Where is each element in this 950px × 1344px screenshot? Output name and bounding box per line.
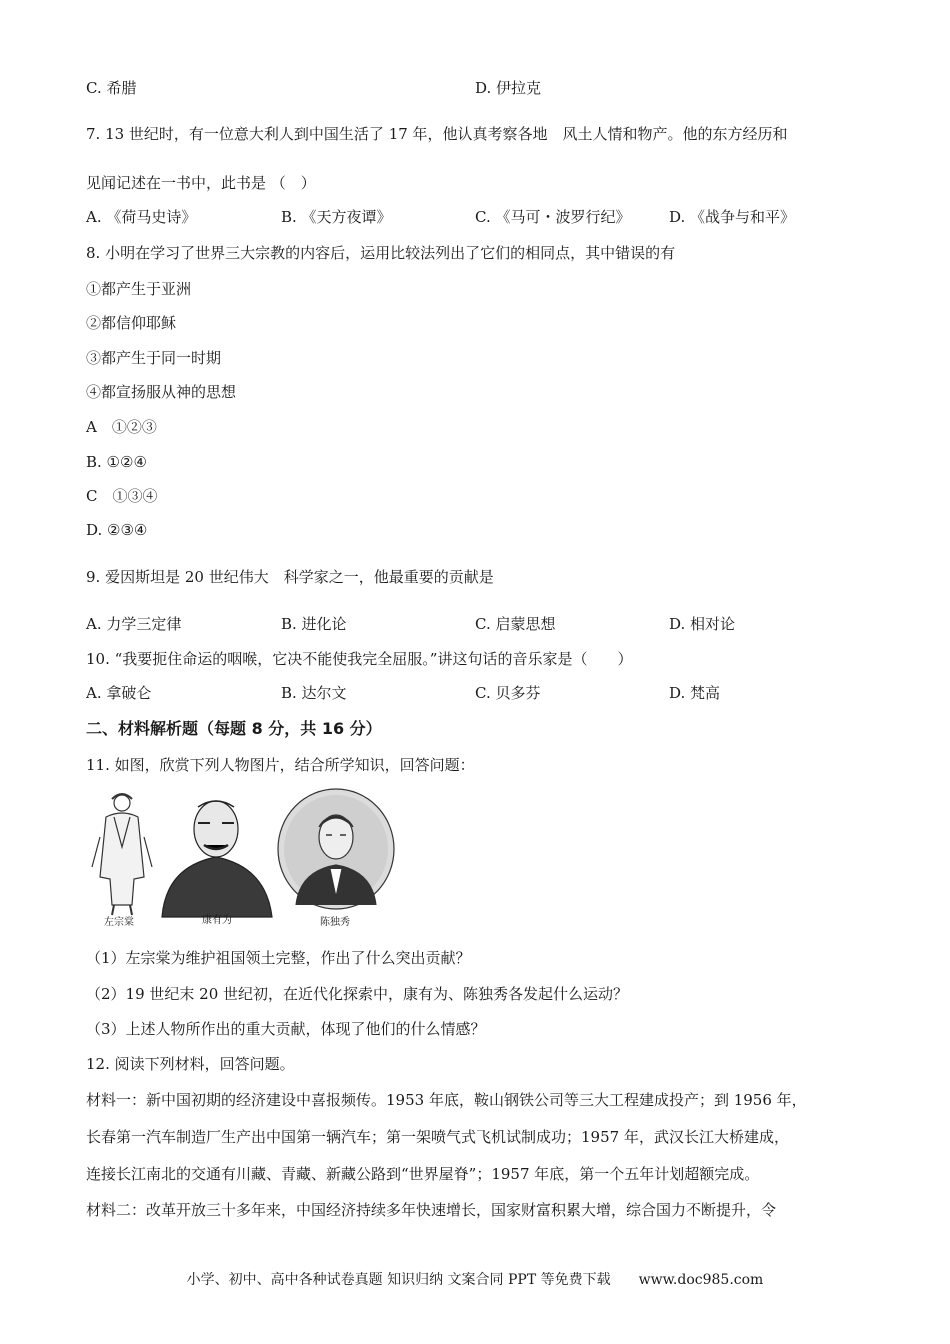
q10-option-b: B. 达尔文 [281,684,347,702]
q6-option-c: C. 希腊 [86,79,137,97]
q8-item-3: ③都产生于同一时期 [86,349,222,367]
portrait-kang-youwei [162,801,272,917]
q8-option-a: A ①②③ [86,418,157,436]
q10-option-a: A. 拿破仑 [86,684,152,702]
q8-stem: 8. 小明在学习了世界三大宗教的内容后，运用比较法列出了它们的相同点，其中错误的有 [86,244,676,262]
portraits-figure [86,787,396,927]
q7-option-a: A. 《荷马史诗》 [86,208,197,226]
q9-stem: 9. 爱因斯坦是 20 世纪伟大 科学家之一，他最重要的贡献是 [86,568,494,586]
caption-kang-youwei: 康有为 [202,915,232,926]
q8-option-d: D. ②③④ [86,521,148,539]
q7-stem-line2: 见闻记述在一书中，此书是 （ ） [86,174,316,192]
q6-option-d: D. 伊拉克 [475,79,542,97]
q12-material-line-2: 长春第一汽车制造厂生产出中国第一辆汽车；第一架喷气式飞机试制成功；1957 年，武汉长江大桥建成， [86,1128,789,1146]
q11-stem: 11. 如图，欣赏下列人物图片，结合所学知识，回答问题： [86,756,475,774]
q11-sub-1: （1）左宗棠为维护祖国领土完整，作出了什么突出贡献？ [86,949,471,967]
caption-zuo-zongtang: 左宗棠 [104,917,134,928]
portrait-zuo-zongtang [92,794,152,915]
q7-option-b: B. 《天方夜谭》 [281,208,392,226]
caption-chen-duxiu: 陈独秀 [320,917,350,928]
q9-option-b: B. 进化论 [281,615,347,633]
section-2-title: 二、材料解析题（每题 8 分，共 16 分） [86,719,382,738]
q8-item-2: ②都信仰耶稣 [86,314,177,332]
q10-stem: 10. “我要扼住命运的咽喉，它决不能使我完全屈服。”讲这句话的音乐家是（ ） [86,650,633,668]
q8-item-4: ④都宣扬服从神的思想 [86,383,237,401]
q7-option-d: D. 《战争与和平》 [669,208,796,226]
q11-sub-2: （2）19 世纪末 20 世纪初，在近代化探索中，康有为、陈独秀各发起什么运动？ [86,985,629,1003]
q7-option-c: C. 《马可・波罗行纪》 [475,208,631,226]
q12-material-line-3: 连接长江南北的交通有川藏、青藏、新藏公路到“世界屋脊”；1957 年底，第一个五年计划超额完成。 [86,1165,760,1183]
q10-option-d: D. 梵高 [669,684,721,702]
q12-material-line-4: 材料二：改革开放三十多年来，中国经济持续多年快速增长，国家财富积累大增，综合国力不断提升，令 [86,1201,777,1219]
q12-material-line-1: 材料一：新中国初期的经济建设中喜报频传。1953 年底，鞍山钢铁公司等三大工程建成投产；到 1956 年， [86,1091,807,1109]
portrait-chen-duxiu [278,789,394,909]
q8-item-1: ①都产生于亚洲 [86,280,192,298]
q10-option-c: C. 贝多芬 [475,684,541,702]
q8-option-c: C ①③④ [86,487,158,505]
q9-option-a: A. 力学三定律 [86,615,182,633]
q9-option-d: D. 相对论 [669,615,736,633]
q8-option-b: B. ①②④ [86,453,147,471]
q9-option-c: C. 启蒙思想 [475,615,556,633]
portraits-illustration [86,787,396,927]
q12-stem: 12. 阅读下列材料，回答问题。 [86,1055,295,1073]
q11-sub-3: （3）上述人物所作出的重大贡献，体现了他们的什么情感？ [86,1020,486,1038]
q7-stem-line1: 7. 13 世纪时，有一位意大利人到中国生活了 17 年，他认真考察各地 风土人情和物产。他的东方经历和 [86,125,788,143]
page-footer: 小学、初中、高中各种试卷真题 知识归纳 文案合同 PPT 等免费下载 www.doc985.com [186,1272,764,1288]
